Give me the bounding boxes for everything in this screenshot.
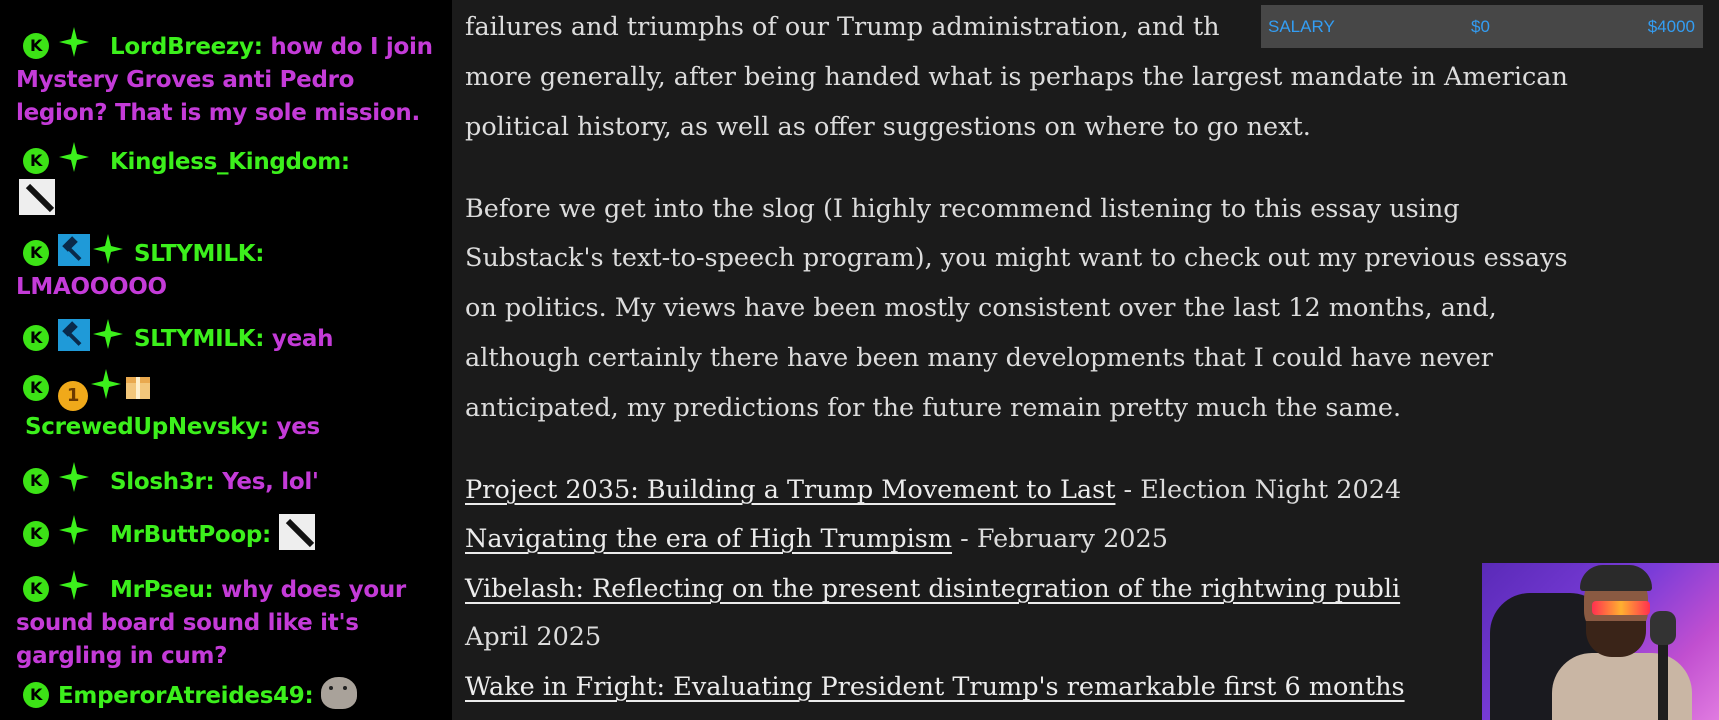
article-line: Before we get into the slog (I highly recommend listening to this essay using bbox=[465, 194, 1460, 224]
webcam-person bbox=[1552, 653, 1692, 720]
article-line: Substack's text-to-speech program), you might want to check out my previous essays bbox=[465, 243, 1568, 273]
coin-icon: 1 bbox=[58, 381, 88, 411]
kick-badge-icon bbox=[23, 468, 49, 494]
emote-knife-icon bbox=[279, 514, 315, 550]
essay-link-item bbox=[465, 475, 1401, 505]
essay-link-item bbox=[465, 574, 1400, 604]
essay-link[interactable]: Project 2035: Building a Trump Movement to Last bbox=[465, 475, 1116, 505]
gift-icon bbox=[126, 377, 150, 399]
chat-panel bbox=[0, 0, 452, 720]
chat-username[interactable]: Kingless_Kingdom: bbox=[110, 149, 350, 175]
chat-username[interactable]: MrPseu: bbox=[110, 577, 214, 603]
essay-link-item bbox=[465, 524, 1168, 554]
chat-message bbox=[16, 141, 446, 217]
article-line: political history, as well as offer suggestions on where to go next. bbox=[465, 112, 1311, 142]
chat-text: yeah bbox=[271, 326, 334, 352]
sparkle-icon bbox=[58, 514, 90, 546]
salary-min: $0 bbox=[1471, 17, 1490, 36]
webcam-hat bbox=[1580, 565, 1652, 591]
sparkle-icon bbox=[90, 368, 122, 400]
chat-text: why does your sound board sound like it's gargling in cum? bbox=[16, 577, 406, 669]
essay-link[interactable]: Vibelash: Reflecting on the present disintegration of the rightwing publi bbox=[465, 574, 1401, 604]
essay-link-item bbox=[465, 672, 1405, 702]
webcam-feed bbox=[1482, 563, 1719, 720]
chat-message bbox=[16, 461, 446, 499]
chat-message bbox=[16, 26, 446, 130]
chat-text: yes bbox=[276, 414, 320, 440]
salary-max: $4000 bbox=[1647, 17, 1695, 36]
article-line: failures and triumphs of our Trump administration, and th bbox=[465, 12, 1220, 42]
chat-text: LMAOOOOO bbox=[16, 274, 167, 300]
article-line: more generally, after being handed what is perhaps the largest mandate in American bbox=[465, 62, 1568, 92]
sparkle-icon bbox=[92, 233, 124, 265]
kick-badge-icon bbox=[23, 148, 49, 174]
kick-badge-icon bbox=[23, 33, 49, 59]
chat-username[interactable]: Slosh3r: bbox=[110, 469, 215, 495]
chat-username[interactable]: ScrewedUpNevsky: bbox=[25, 414, 269, 440]
kick-badge-icon bbox=[23, 325, 49, 351]
kick-badge-icon bbox=[23, 375, 49, 401]
article-line: anticipated, my predictions for the future remain pretty much the same. bbox=[465, 393, 1402, 423]
sparkle-icon bbox=[58, 461, 90, 493]
chat-message bbox=[16, 318, 446, 356]
essay-date: April 2025 bbox=[465, 622, 602, 652]
article-line: on politics. My views have been mostly consistent over the last 12 months, and, bbox=[465, 293, 1497, 323]
essay-date: - Election Night 2024 bbox=[1115, 475, 1402, 505]
sparkle-icon bbox=[58, 569, 90, 601]
kick-badge-icon bbox=[23, 521, 49, 547]
emote-knife-icon bbox=[19, 179, 55, 215]
chat-message bbox=[16, 233, 446, 304]
webcam-sunglasses bbox=[1592, 601, 1650, 615]
microphone-icon bbox=[1658, 621, 1668, 720]
article-line: although certainly there have been many developments that I could have never bbox=[465, 343, 1493, 373]
chat-message bbox=[16, 514, 446, 552]
sparkle-icon bbox=[92, 318, 124, 350]
essay-link[interactable]: Wake in Fright: Evaluating President Trump's remarkable first 6 months bbox=[465, 672, 1405, 702]
chat-username[interactable]: SLTYMILK: bbox=[134, 326, 265, 352]
kick-badge-icon bbox=[23, 682, 49, 708]
hammer-icon bbox=[58, 319, 90, 351]
salary-label: SALARY bbox=[1268, 17, 1335, 36]
chat-message bbox=[16, 368, 446, 444]
chat-username[interactable]: MrButtPoop: bbox=[110, 522, 271, 548]
essay-date: - February 2025 bbox=[952, 524, 1168, 554]
kick-badge-icon bbox=[23, 576, 49, 602]
sparkle-icon bbox=[58, 141, 90, 173]
essay-link[interactable]: Navigating the era of High Trumpism bbox=[465, 524, 953, 554]
sparkle-icon bbox=[58, 26, 90, 58]
chat-username[interactable]: EmperorAtreides49: bbox=[58, 683, 314, 709]
chat-message bbox=[16, 677, 446, 713]
chat-username[interactable]: SLTYMILK: bbox=[134, 241, 265, 267]
hammer-icon bbox=[58, 234, 90, 266]
chat-message bbox=[16, 569, 446, 673]
emote-hamster-icon bbox=[321, 677, 357, 709]
salary-overlay bbox=[1261, 5, 1703, 48]
chat-text: how do I join Mystery Groves anti Pedro legion? That is my sole mission. bbox=[16, 34, 433, 126]
chat-username[interactable]: LordBreezy: bbox=[110, 34, 263, 60]
kick-badge-icon bbox=[23, 240, 49, 266]
chat-text: Yes, lol' bbox=[222, 469, 319, 495]
